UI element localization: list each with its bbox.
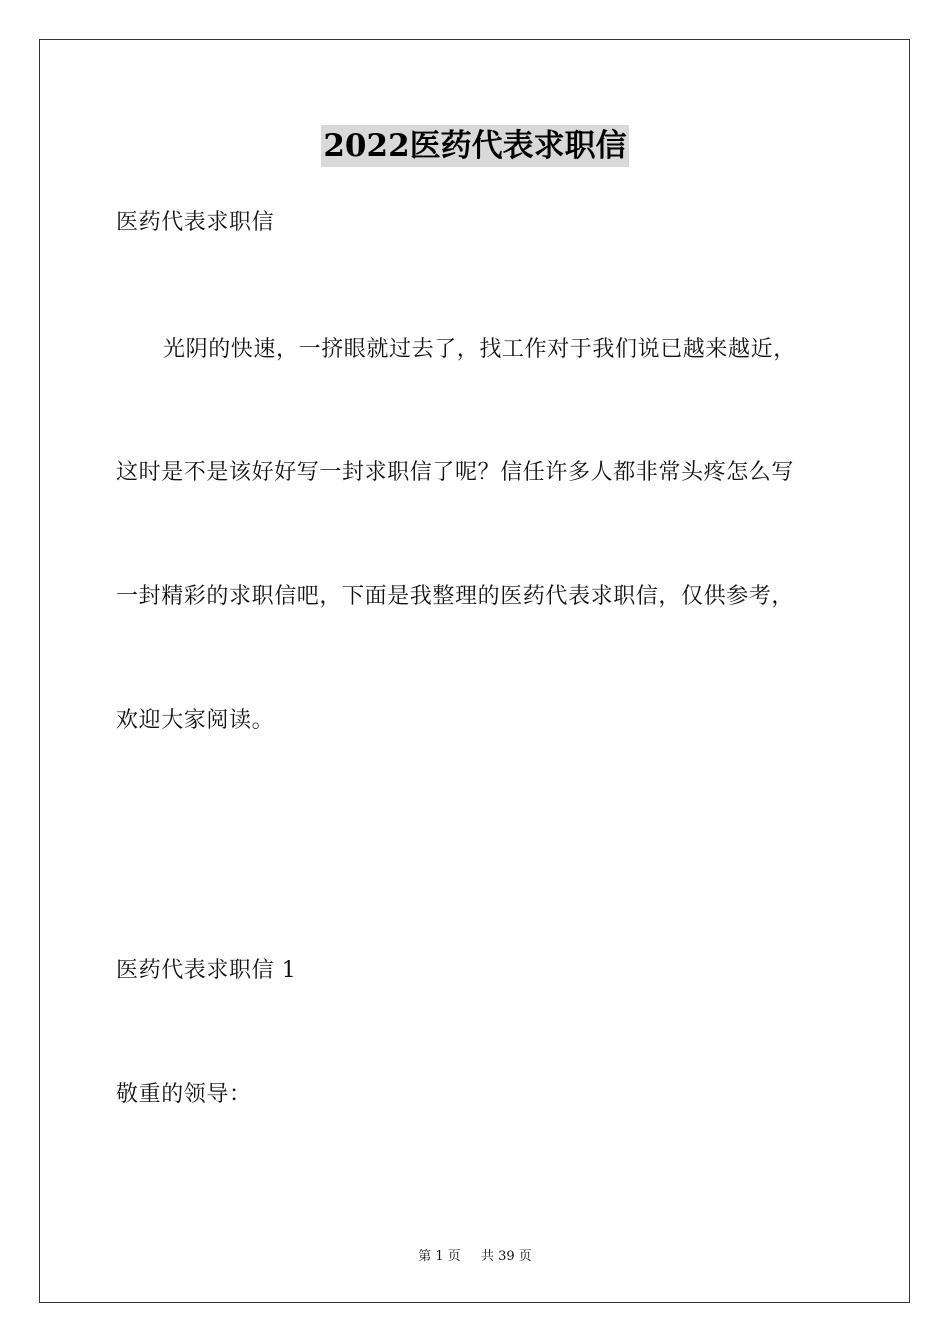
page-number-total: 共 39 页 — [480, 1249, 532, 1264]
document-subtitle: 医药代表求职信 — [116, 210, 275, 235]
title-container — [0, 125, 950, 167]
salutation: 敬重的领导： — [116, 1082, 252, 1107]
intro-line-3: 一封精彩的求职信吧，下面是我整理的医药代表求职信，仅供参考， — [116, 584, 795, 609]
intro-line-4: 欢迎大家阅读。 — [116, 708, 275, 733]
section-heading: 医药代表求职信 1 — [116, 958, 297, 983]
document-title: 2022医药代表求职信 — [321, 125, 628, 167]
intro-line-2: 这时是不是该好好写一封求职信了呢？信任许多人都非常头疼怎么写 — [116, 460, 795, 485]
page-footer — [0, 1248, 950, 1266]
page-number-current: 第 1 页 — [418, 1249, 461, 1264]
intro-line-1: 光阴的快速，一挤眼就过去了，找工作对于我们说已越来越近， — [163, 337, 796, 362]
